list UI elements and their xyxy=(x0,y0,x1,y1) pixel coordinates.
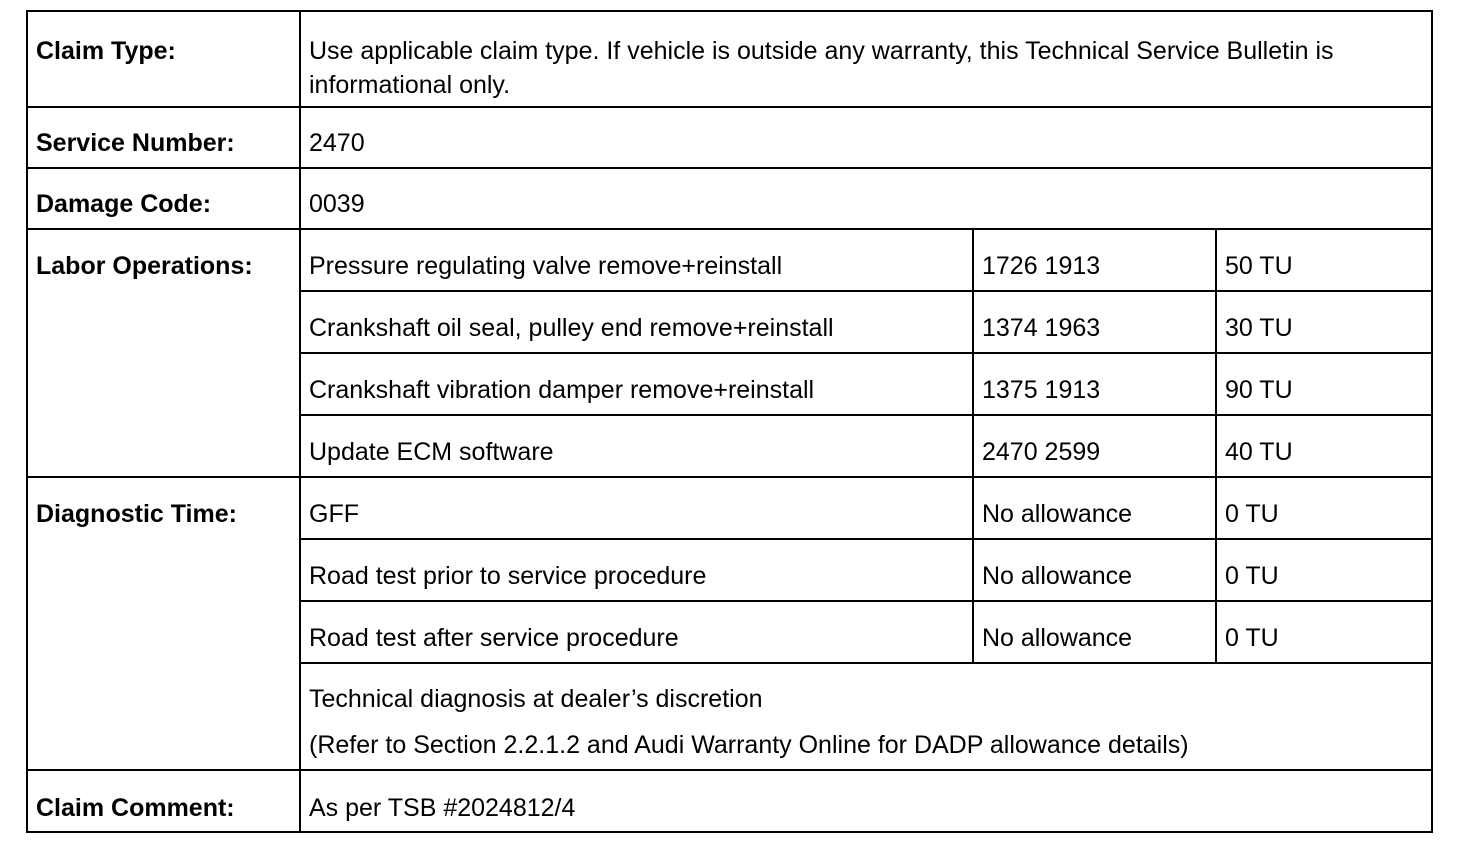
service-number-row xyxy=(27,107,1432,168)
labor-operations-label: Labor Operations: xyxy=(27,229,300,477)
labor-operation-code: 1375 1913 xyxy=(973,353,1216,415)
diagnostic-time-label: Diagnostic Time: xyxy=(27,477,300,770)
labor-operation-description: Update ECM software xyxy=(300,415,973,477)
diagnostic-allowance: No allowance xyxy=(973,601,1216,663)
diagnostic-time-row xyxy=(27,477,1432,539)
service-number-label: Service Number: xyxy=(27,107,300,168)
claim-type-row xyxy=(27,11,1432,107)
labor-operation-code: 1374 1963 xyxy=(973,291,1216,353)
diagnostic-note xyxy=(300,663,1432,770)
labor-operation-description: Pressure regulating valve remove+reinstall xyxy=(300,229,973,291)
diagnostic-description: GFF xyxy=(300,477,973,539)
diagnostic-allowance: No allowance xyxy=(973,539,1216,601)
damage-code-row xyxy=(27,168,1432,229)
diagnostic-note-line2: (Refer to Section 2.2.1.2 and Audi Warranty Online for DADP allowance details) xyxy=(309,731,1189,759)
labor-operation-description: Crankshaft vibration damper remove+reinstall xyxy=(300,353,973,415)
labor-operation-time: 40 TU xyxy=(1216,415,1432,477)
labor-operation-code: 2470 2599 xyxy=(973,415,1216,477)
labor-operation-time: 90 TU xyxy=(1216,353,1432,415)
warranty-claim-table xyxy=(26,10,1433,833)
claim-comment-value: As per TSB #2024812/4 xyxy=(300,770,1432,832)
diagnostic-time: 0 TU xyxy=(1216,477,1432,539)
diagnostic-time: 0 TU xyxy=(1216,539,1432,601)
damage-code-label: Damage Code: xyxy=(27,168,300,229)
claim-type-value: Use applicable claim type. If vehicle is outside any warranty, this Technical Service Bulletin is informational only. xyxy=(300,11,1432,107)
labor-operation-row xyxy=(27,229,1432,291)
diagnostic-note-line1: Technical diagnosis at dealer’s discretion xyxy=(309,685,763,713)
diagnostic-description: Road test prior to service procedure xyxy=(300,539,973,601)
service-number-value: 2470 xyxy=(300,107,1432,168)
labor-operation-code: 1726 1913 xyxy=(973,229,1216,291)
claim-comment-label: Claim Comment: xyxy=(27,770,300,832)
labor-operation-description: Crankshaft oil seal, pulley end remove+reinstall xyxy=(300,291,973,353)
damage-code-value: 0039 xyxy=(300,168,1432,229)
diagnostic-description: Road test after service procedure xyxy=(300,601,973,663)
labor-operation-time: 30 TU xyxy=(1216,291,1432,353)
claim-comment-row xyxy=(27,770,1432,832)
labor-operation-time: 50 TU xyxy=(1216,229,1432,291)
diagnostic-allowance: No allowance xyxy=(973,477,1216,539)
claim-type-label: Claim Type: xyxy=(27,11,300,107)
diagnostic-time: 0 TU xyxy=(1216,601,1432,663)
